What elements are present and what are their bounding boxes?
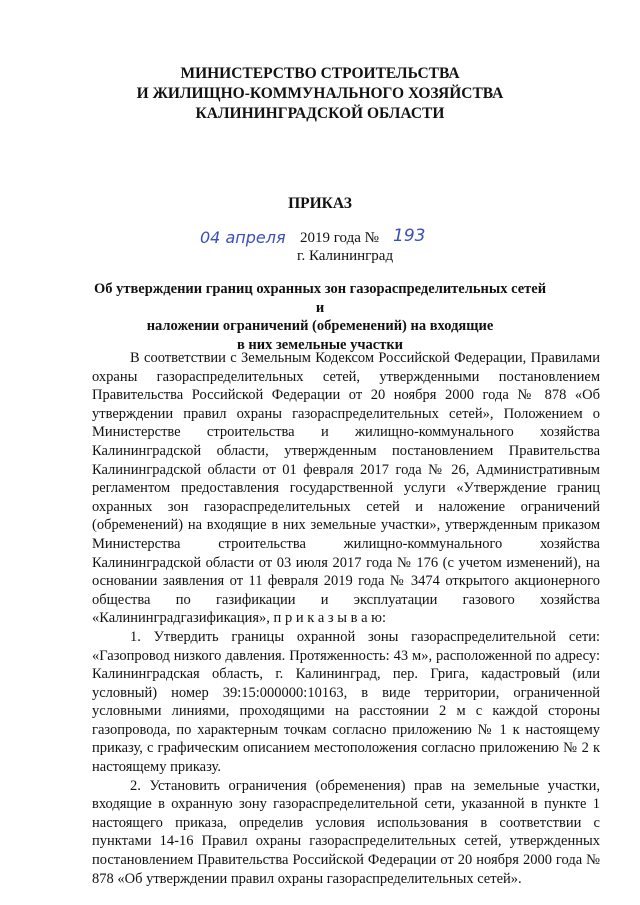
paragraph-preamble: В соответствии с Земельным Кодексом Российской Федерации, Правилами охраны газораспределительных сетей, утвержденными постановлением Правительства Российской Федерации от 20 ноября 2000 года № 878 «Об утверждении правил охраны газораспределительных сетей», Положением о Министерстве строительства и жилищно-коммунального хозяйства Калининградской области, утвержденным постановлением Правительства Калининградской области от 01 февраля 2017 года № 26, Административным регламентом предоставления государственной услуги «Утверждение границ охранных зон газораспределительных сетей и наложение ограничений (обременений) на входящие в них земельные участки», утвержденным приказом Министерства строительства жилищно-коммунального хозяйства Калининградской области от 03 июля 2017 года № 176 (с учетом изменений), на основании заявления от 11 февраля 2019 года № 3474 открытого акционерного общества по газификации и эксплуатации газового хозяйства «Калининградгазификация», п р и к а з ы в а ю: [92,350,600,627]
order-body [92,349,600,888]
paragraph-item-1: 1. Утвердить границы охранной зоны газораспределительной сети: «Газопровод низкого давления. Протяженность: 43 м», расположенной по адресу: Калининградская область, г. Калининград, пер. Грига, кадастровый (или условный) номер 39:15:000000:10163, в виде территории, ограниченной условными линиями, проходящими на расстоянии 2 м с каждой стороны газопровода, по характерным точкам согласно приложению № 1 к настоящему приказу, с графическим описанием местоположения согласно приложению № 2 к настоящему приказу. [92,628,600,776]
subject-line-2: наложении ограничений (обременений) на входящие [146,318,494,334]
paragraph-item-2: 2. Установить ограничения (обременения) прав на земельные участки, входящие в охранную зону газораспределительной сети, указанной в пункте 1 настоящего приказа, определив условия использования в соответствии с пунктами 14-16 Правил охраны газораспределительных сетей, утвержденных постановлением Правительства Российской Федерации от 20 ноября 2000 года № 878 «Об утверждении правил охраны газораспределительных сетей». [92,777,600,887]
city-line: г. Калининград [297,248,394,264]
header-line-1: МИНИСТЕРСТВО СТРОИТЕЛЬСТВА [180,65,460,82]
ministry-header [0,64,640,124]
order-title: ПРИКАЗ [288,195,352,212]
subject-line-1: Об утверждении границ охранных зон газораспределительных сетей и [93,281,547,316]
header-line-3: КАЛИНИНГРАДСКОЙ ОБЛАСТИ [195,105,445,122]
handwritten-number: 193 [393,226,426,246]
printed-date: 2019 года № [300,230,379,246]
subject-line-3: в них земельные участки [236,336,404,353]
header-line-2: И ЖИЛИЩНО-КОММУНАЛЬНОГО ХОЗЯЙСТВА [136,85,504,102]
order-subject [90,280,550,354]
handwritten-date: 04 апреля [200,228,286,247]
order-date-row [0,225,640,249]
